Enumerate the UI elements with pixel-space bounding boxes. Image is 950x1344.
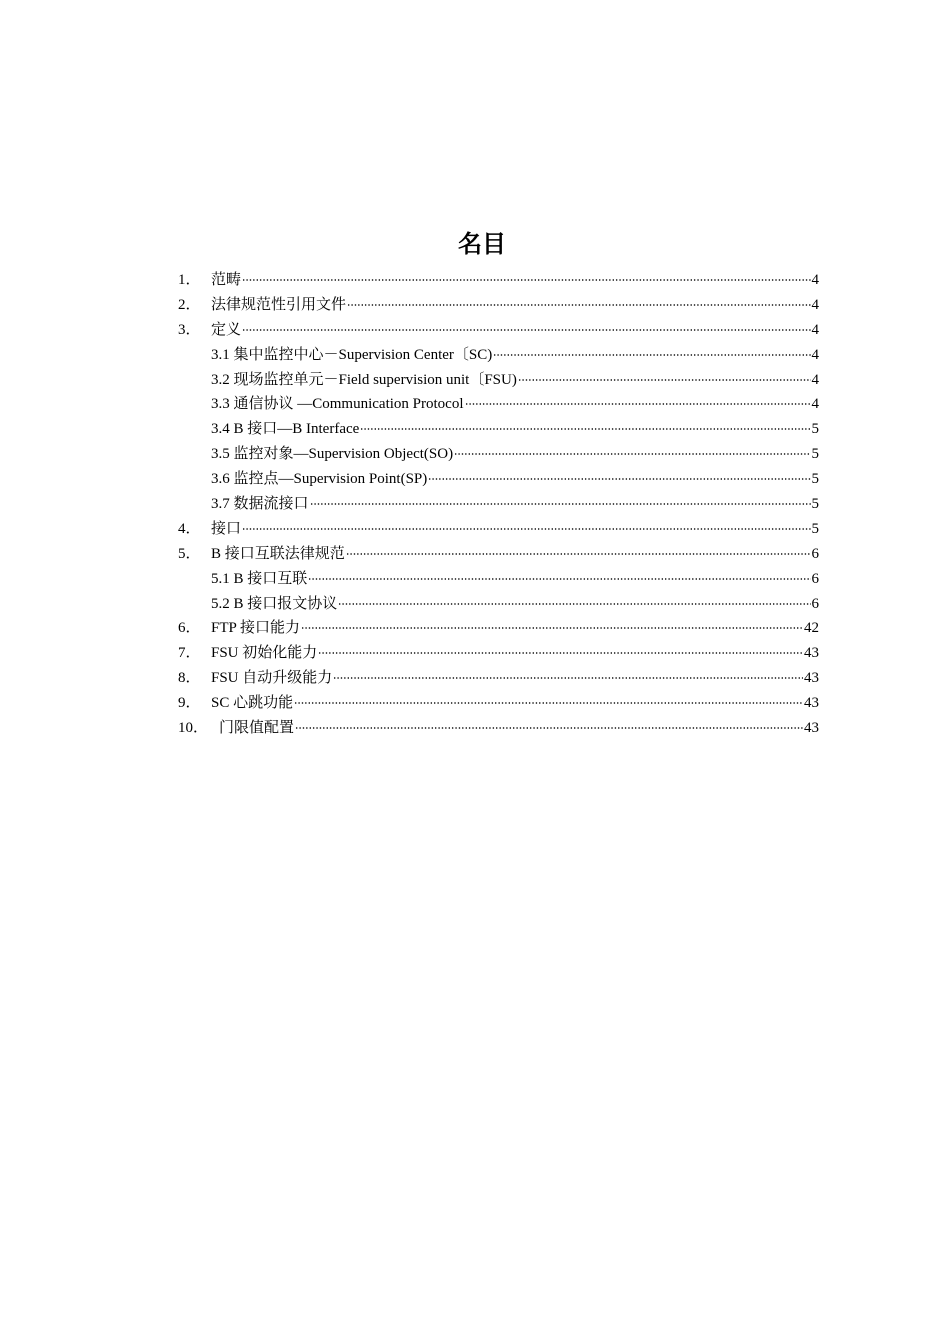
toc-entry-title: 5.1 B 接口互联 (211, 570, 308, 587)
toc-entry-page: 6 (811, 595, 819, 612)
toc-dot-leader (294, 702, 803, 704)
toc-dot-leader (454, 453, 810, 455)
toc-entry-page: 43 (804, 645, 819, 662)
toc-subentry[interactable] (178, 492, 819, 517)
toc-subentry[interactable] (178, 467, 819, 492)
toc-dot-leader (493, 354, 810, 356)
toc-entry-title: 5.2 B 接口报文协议 (211, 595, 338, 612)
toc-entry-title: 3.3 通信协议 —Communication Protocol (211, 396, 464, 413)
toc-entry-title: 3.6 监控点—Supervision Point(SP) (211, 471, 428, 488)
toc-entry-page: 5 (811, 496, 819, 513)
toc-dot-leader (318, 652, 803, 654)
toc-subentry[interactable] (178, 343, 819, 368)
toc-subentry[interactable] (178, 592, 819, 617)
toc-dot-leader (295, 727, 803, 729)
toc-entry-number: 9． (178, 695, 201, 712)
toc-entry-title: FSU 初始化能力 (211, 645, 318, 662)
toc-dot-leader (465, 403, 811, 405)
toc-entry-title: FSU 自动升级能力 (211, 670, 333, 687)
toc-entry-number: 8． (178, 670, 201, 687)
toc-entry-number: 1． (178, 272, 201, 288)
toc-entry-page: 4 (811, 396, 819, 413)
toc-entry-title: 法律规范性引用文件 (211, 296, 347, 313)
toc-entry-title: 3.1 集中监控中心－Supervision Center〔SC) (211, 346, 493, 363)
toc-entry-page: 6 (811, 570, 819, 587)
toc-entry-number: 4． (178, 520, 201, 537)
toc-entry-page: 6 (811, 545, 819, 562)
toc-entry-page: 43 (804, 720, 819, 737)
toc-entry-title: 门限值配置 (219, 720, 295, 737)
toc-subentry[interactable] (178, 442, 819, 467)
toc-entry-page: 5 (811, 471, 819, 488)
toc-dot-leader (346, 553, 811, 555)
toc-entry-number: 2． (178, 296, 201, 313)
toc-entry-page: 4 (811, 296, 819, 313)
toc-dot-leader (308, 578, 810, 580)
toc-dot-leader (360, 428, 810, 430)
toc-dot-leader (242, 279, 810, 281)
toc-title: 名目 (458, 230, 506, 258)
toc-dot-leader (333, 677, 803, 679)
toc-subentry[interactable] (178, 567, 819, 592)
toc-entry-title: 范畴 (211, 272, 242, 288)
toc-entry[interactable] (178, 691, 819, 716)
toc-entry-number: 3． (178, 321, 201, 338)
toc-dot-leader (301, 627, 803, 629)
toc-entry-number: 7． (178, 645, 201, 662)
table-of-contents (178, 268, 819, 741)
toc-entry-page: 4 (811, 371, 819, 388)
toc-entry-page: 5 (811, 520, 819, 537)
toc-entry-page: 43 (804, 670, 819, 687)
toc-entry-page: 43 (804, 695, 819, 712)
toc-entry[interactable] (178, 716, 819, 741)
toc-entry-title: 定义 (211, 321, 242, 338)
toc-entry-page: 5 (811, 446, 819, 463)
toc-entry-title: B 接口互联法律规范 (211, 545, 345, 562)
toc-entry-title: FTP 接口能力 (211, 620, 301, 637)
toc-dot-leader (338, 603, 810, 605)
toc-entry-page: 4 (811, 346, 819, 363)
toc-entry[interactable] (178, 616, 819, 641)
toc-subentry[interactable] (178, 417, 819, 442)
toc-entry-page: 4 (811, 272, 819, 288)
toc-entry-title: 3.2 现场监控单元－Field supervision unit〔FSU) (211, 371, 517, 388)
toc-entry-title: 3.5 监控对象—Supervision Object(SO) (211, 446, 454, 463)
toc-dot-leader (518, 379, 811, 381)
toc-dot-leader (428, 478, 810, 480)
toc-entry-number: 5． (178, 545, 201, 562)
toc-dot-leader (347, 304, 810, 306)
toc-entry[interactable] (178, 268, 819, 293)
toc-dot-leader (242, 329, 810, 331)
toc-entry-number: 6． (178, 620, 201, 637)
toc-entry-page: 42 (804, 620, 819, 637)
toc-entry[interactable] (178, 666, 819, 691)
toc-entry-number: 10． (178, 720, 209, 737)
toc-subentry[interactable] (178, 392, 819, 417)
toc-entry[interactable] (178, 318, 819, 343)
toc-entry-title: 接口 (211, 520, 242, 537)
toc-entry[interactable] (178, 641, 819, 666)
toc-entry-page: 5 (811, 421, 819, 438)
toc-entry-title: SC 心跳功能 (211, 695, 294, 712)
toc-entry-title: 3.7 数据流接口 (211, 496, 309, 513)
toc-entry[interactable] (178, 542, 819, 567)
toc-dot-leader (242, 528, 810, 530)
toc-entry[interactable] (178, 517, 819, 542)
toc-entry-title: 3.4 B 接口—B Interface (211, 421, 360, 438)
toc-dot-leader (310, 503, 811, 505)
toc-entry[interactable] (178, 293, 819, 318)
toc-entry-page: 4 (811, 321, 819, 338)
toc-subentry[interactable] (178, 368, 819, 393)
